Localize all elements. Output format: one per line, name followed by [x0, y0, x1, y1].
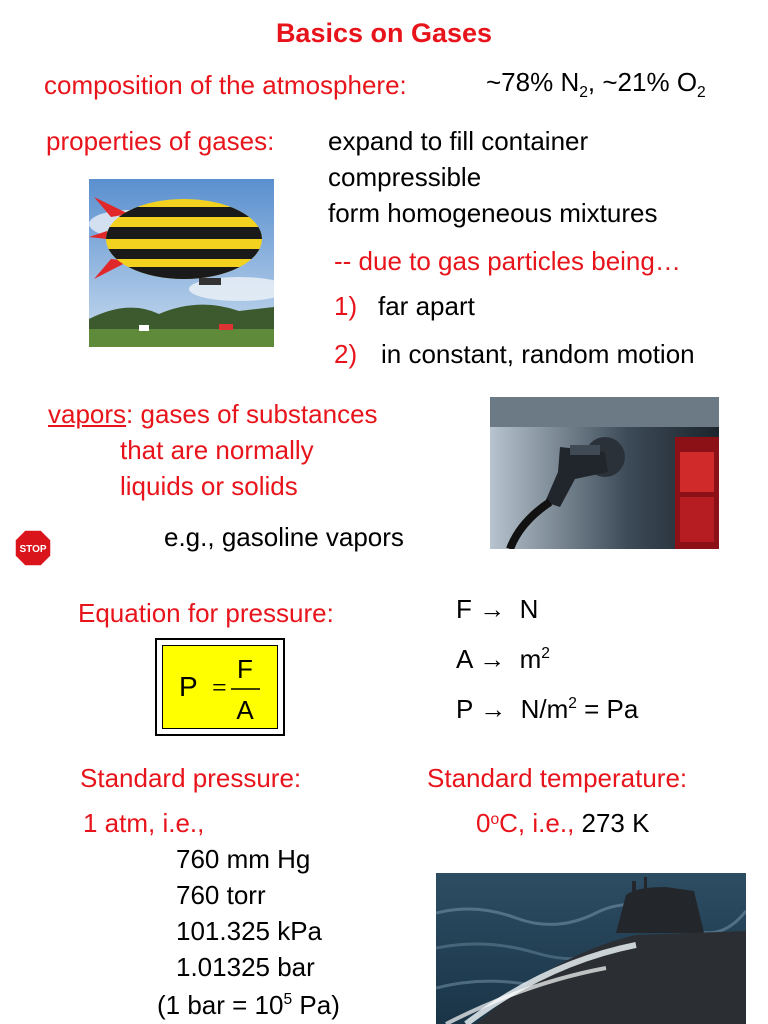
reason-text: far apart — [378, 291, 475, 321]
property-item: expand to fill container — [328, 126, 589, 156]
pressure-equation-label: Equation for pressure: — [78, 598, 334, 628]
arrow-right-icon: → — [479, 644, 506, 674]
standard-pressure-label: Standard pressure: — [80, 763, 302, 793]
pressure-formula-box — [155, 638, 285, 736]
pressure-value: 1.01325 bar — [176, 952, 315, 982]
standard-temperature-value: 0$^o$C, i.e., 273 K — [476, 808, 650, 838]
vapors-definition: vapors: gases of substances — [48, 399, 378, 429]
blimp-photo — [89, 179, 274, 347]
atmosphere-composition: ~78% $N_2$, ~21% $O_2$ — [486, 67, 706, 101]
svg-text:STOP: STOP — [19, 544, 47, 555]
vapors-example: e.g., gasoline vapors — [164, 522, 404, 552]
pressure-value: 760 mm Hg — [176, 844, 311, 874]
atmosphere-label: composition of the atmosphere: — [44, 70, 407, 100]
standard-temperature-label: Standard temperature: — [427, 763, 688, 793]
unit-row: F → N — [456, 594, 539, 624]
bar-note: (1 bar = $10^5$ Pa) — [157, 990, 340, 1020]
vapors-term: vapors — [48, 399, 127, 429]
stop-sign-icon — [14, 529, 52, 567]
reason-text: in constant, random motion — [381, 339, 695, 369]
formula-equals: = — [212, 673, 227, 702]
reason-number: 2) — [334, 339, 358, 369]
formula-p: P — [179, 671, 198, 702]
arrow-right-icon: → — [479, 594, 506, 624]
vapors-definition-line: that are normally — [120, 435, 314, 465]
pressure-value: 760 torr — [176, 880, 266, 910]
arrow-right-icon: → — [480, 694, 507, 724]
vapors-definition-line: liquids or solids — [120, 471, 298, 501]
due-to-text: -- due to gas particles being… — [334, 246, 681, 276]
pressure-value: 101.325 kPa — [176, 916, 323, 946]
reason-number: 1) — [334, 291, 358, 321]
formula-numerator: F — [237, 654, 253, 684]
page-title: Basics on Gases — [275, 18, 493, 48]
unit-row: $P \to N/m^2 = Pa$ — [456, 694, 639, 724]
properties-label: properties of gases: — [46, 126, 275, 156]
unit-row: $A \to m^2$ — [456, 644, 550, 674]
submarine-photo — [436, 873, 746, 1024]
property-item: compressible — [328, 162, 482, 192]
gas-pump-photo — [490, 397, 719, 549]
formula-denominator: A — [236, 695, 254, 725]
property-item: form homogeneous mixtures — [328, 198, 658, 228]
standard-pressure-first: 1 atm, i.e., — [83, 808, 205, 838]
